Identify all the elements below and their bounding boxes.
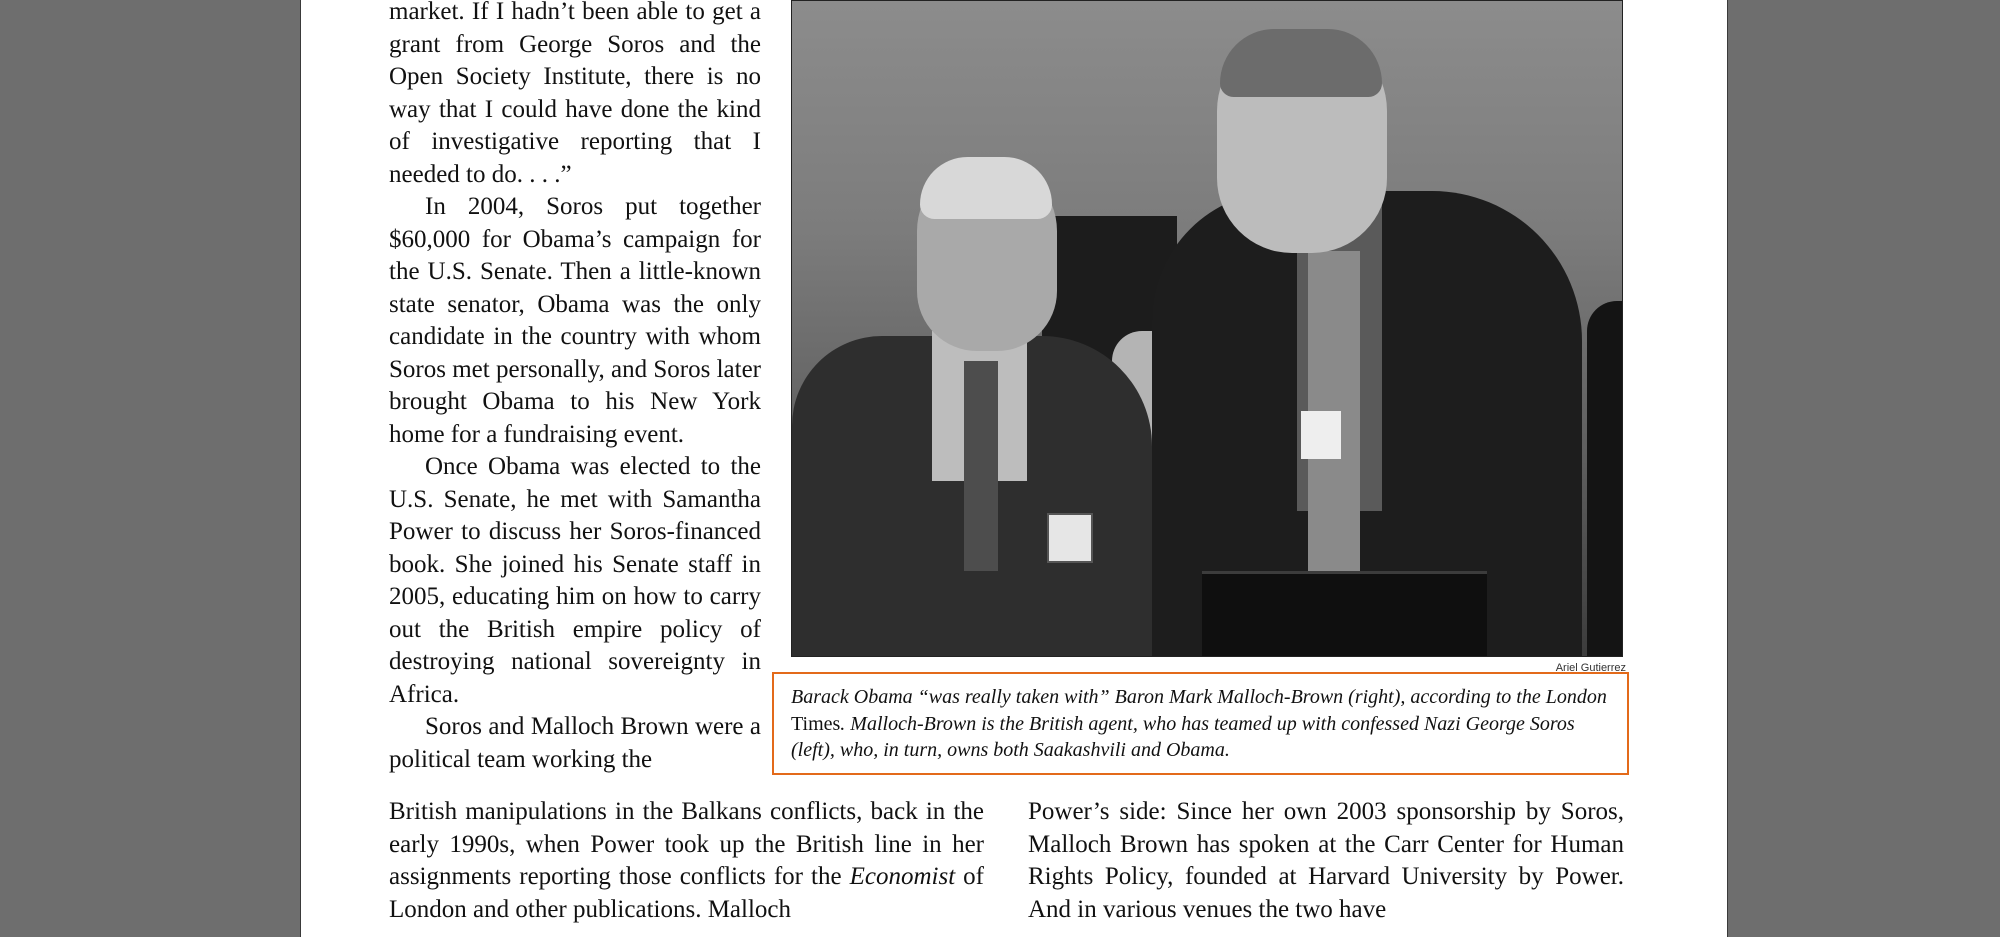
photo-left-man-badge <box>1047 513 1093 563</box>
left-text-column <box>389 0 761 776</box>
paragraph-1: market. If I hadn’t been able to get a grant from George Soros and the Open Society Institute, there is no way that I could have done the kind of investigative reporting that I needed to do. . . .” <box>389 0 761 188</box>
photo-caption <box>791 684 1621 764</box>
bottom-left-text-2: of London and other publications. Malloch <box>389 863 984 923</box>
photo-right-man-hair <box>1220 29 1382 97</box>
bottom-left-text-1: British manipulations in the Balkans conflicts, back in the early 1990s, when Power took up the British line in her assignments reporting those conflicts for the <box>389 798 984 890</box>
caption-text-2: . Malloch-Brown is the British agent, who has teamed up with confessed Nazi George Soros (left), who, in turn, owns both Saakashvili and Obama. <box>791 712 1575 761</box>
viewer-right-gutter <box>1727 0 2000 937</box>
paragraph-3: Once Obama was elected to the U.S. Senate, he met with Samantha Power to discuss her Soros-financed book. She joined his Senate staff in 2005, educating him on how to carry out the British empire policy of destroying national sovereignty in Africa. <box>389 453 761 708</box>
bottom-left-column <box>389 796 984 926</box>
bottom-right-paragraph: Power’s side: Since her own 2003 sponsorship by Soros, Malloch Brown has spoken at the Carr Center for Human Rights Policy, founded at Harvard University by Power. And in various venues the two have <box>1028 798 1624 923</box>
photo-left-man-tie <box>964 361 998 571</box>
caption-text-1: Barack Obama “was really taken with” Baron Mark Malloch-Brown (right), according to the London <box>791 686 1607 708</box>
bottom-left-paragraph <box>389 796 984 926</box>
paragraph-4: Soros and Malloch Brown were a political team working the <box>389 713 761 773</box>
document-page <box>301 0 1727 937</box>
photo-left-man-hair <box>920 157 1052 219</box>
paragraph-2: In 2004, Soros put together $60,000 for Obama’s campaign for the U.S. Senate. Then a little-known state senator, Obama was the only candidate in the country with whom Soros met personally, and Soros later brought Obama to his New York home for a fundraising event. <box>389 193 761 448</box>
bottom-right-column <box>1028 796 1624 926</box>
photo-folder <box>1202 571 1487 657</box>
photo-right-man-badge <box>1301 411 1341 459</box>
photo-right-edge-figure <box>1587 301 1623 657</box>
viewer-left-gutter <box>0 0 301 937</box>
economist-italic: Economist <box>849 863 956 890</box>
news-photo <box>791 0 1623 657</box>
photo-credit: Ariel Gutierrez <box>1555 662 1626 674</box>
caption-times-word: Times <box>791 712 841 735</box>
